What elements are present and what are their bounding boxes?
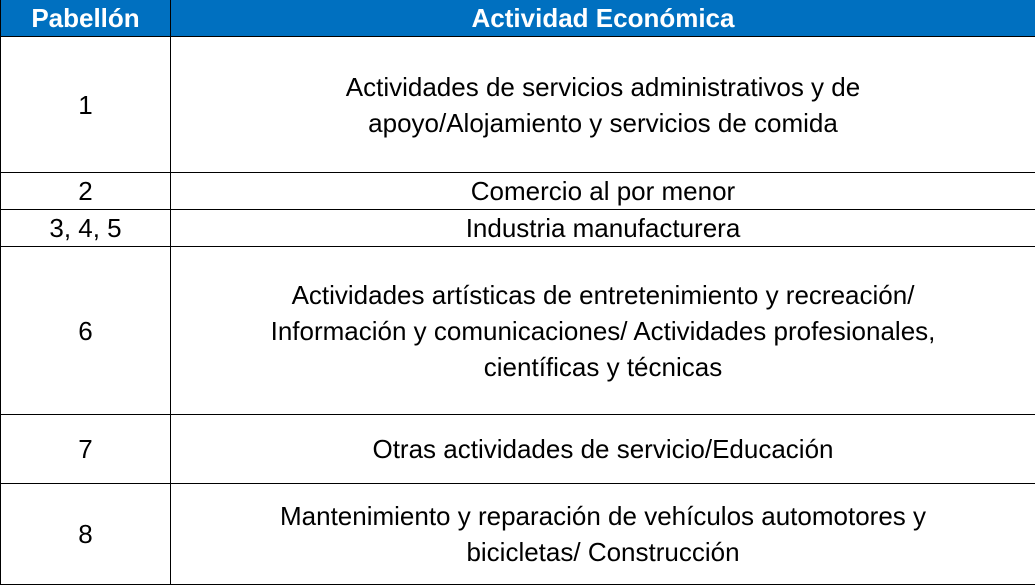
table-row: [1, 415, 1035, 484]
actividad-cell: [171, 247, 1035, 415]
pabellon-cell: 6: [1, 247, 171, 415]
table-row: [1, 484, 1035, 585]
actividad-line: Mantenimiento y reparación de vehículos automotores y: [279, 501, 926, 531]
pabellon-cell: 8: [1, 484, 171, 585]
actividad-line: Información y comunicaciones/ Actividades profesionales,: [270, 315, 936, 346]
header-actividad: Actividad Económica: [171, 0, 1035, 37]
actividad-cell: [171, 173, 1035, 210]
actividad-line: científicas y técnicas: [483, 351, 723, 382]
actividad-cell: [171, 415, 1035, 484]
table-row: [1, 37, 1035, 173]
table-row: [1, 247, 1035, 415]
actividad-line: Comercio al por menor: [470, 176, 736, 206]
actividad-cell: [171, 37, 1035, 173]
header-row: [1, 0, 1035, 37]
actividad-line: Otras actividades de servicio/Educación: [372, 434, 834, 464]
pabellon-cell: 1: [1, 37, 171, 173]
actividad-line: Industria manufacturera: [465, 213, 741, 243]
actividad-cell: [171, 210, 1035, 247]
pabellon-cell: 3, 4, 5: [1, 210, 171, 247]
table-row: [1, 173, 1035, 210]
actividad-line: apoyo/Alojamiento y servicios de comida: [368, 107, 838, 138]
actividad-line: bicicletas/ Construcción: [466, 537, 740, 567]
pabellon-cell: 2: [1, 173, 171, 210]
actividad-cell: [171, 484, 1035, 585]
actividad-line: Actividades de servicios administrativos y de: [345, 71, 861, 102]
header-pabellon: Pabellón: [1, 0, 171, 37]
actividad-line: Actividades artísticas de entretenimiento y recreación/: [291, 279, 915, 310]
pabellon-cell: 7: [1, 415, 171, 484]
table-row: [1, 210, 1035, 247]
